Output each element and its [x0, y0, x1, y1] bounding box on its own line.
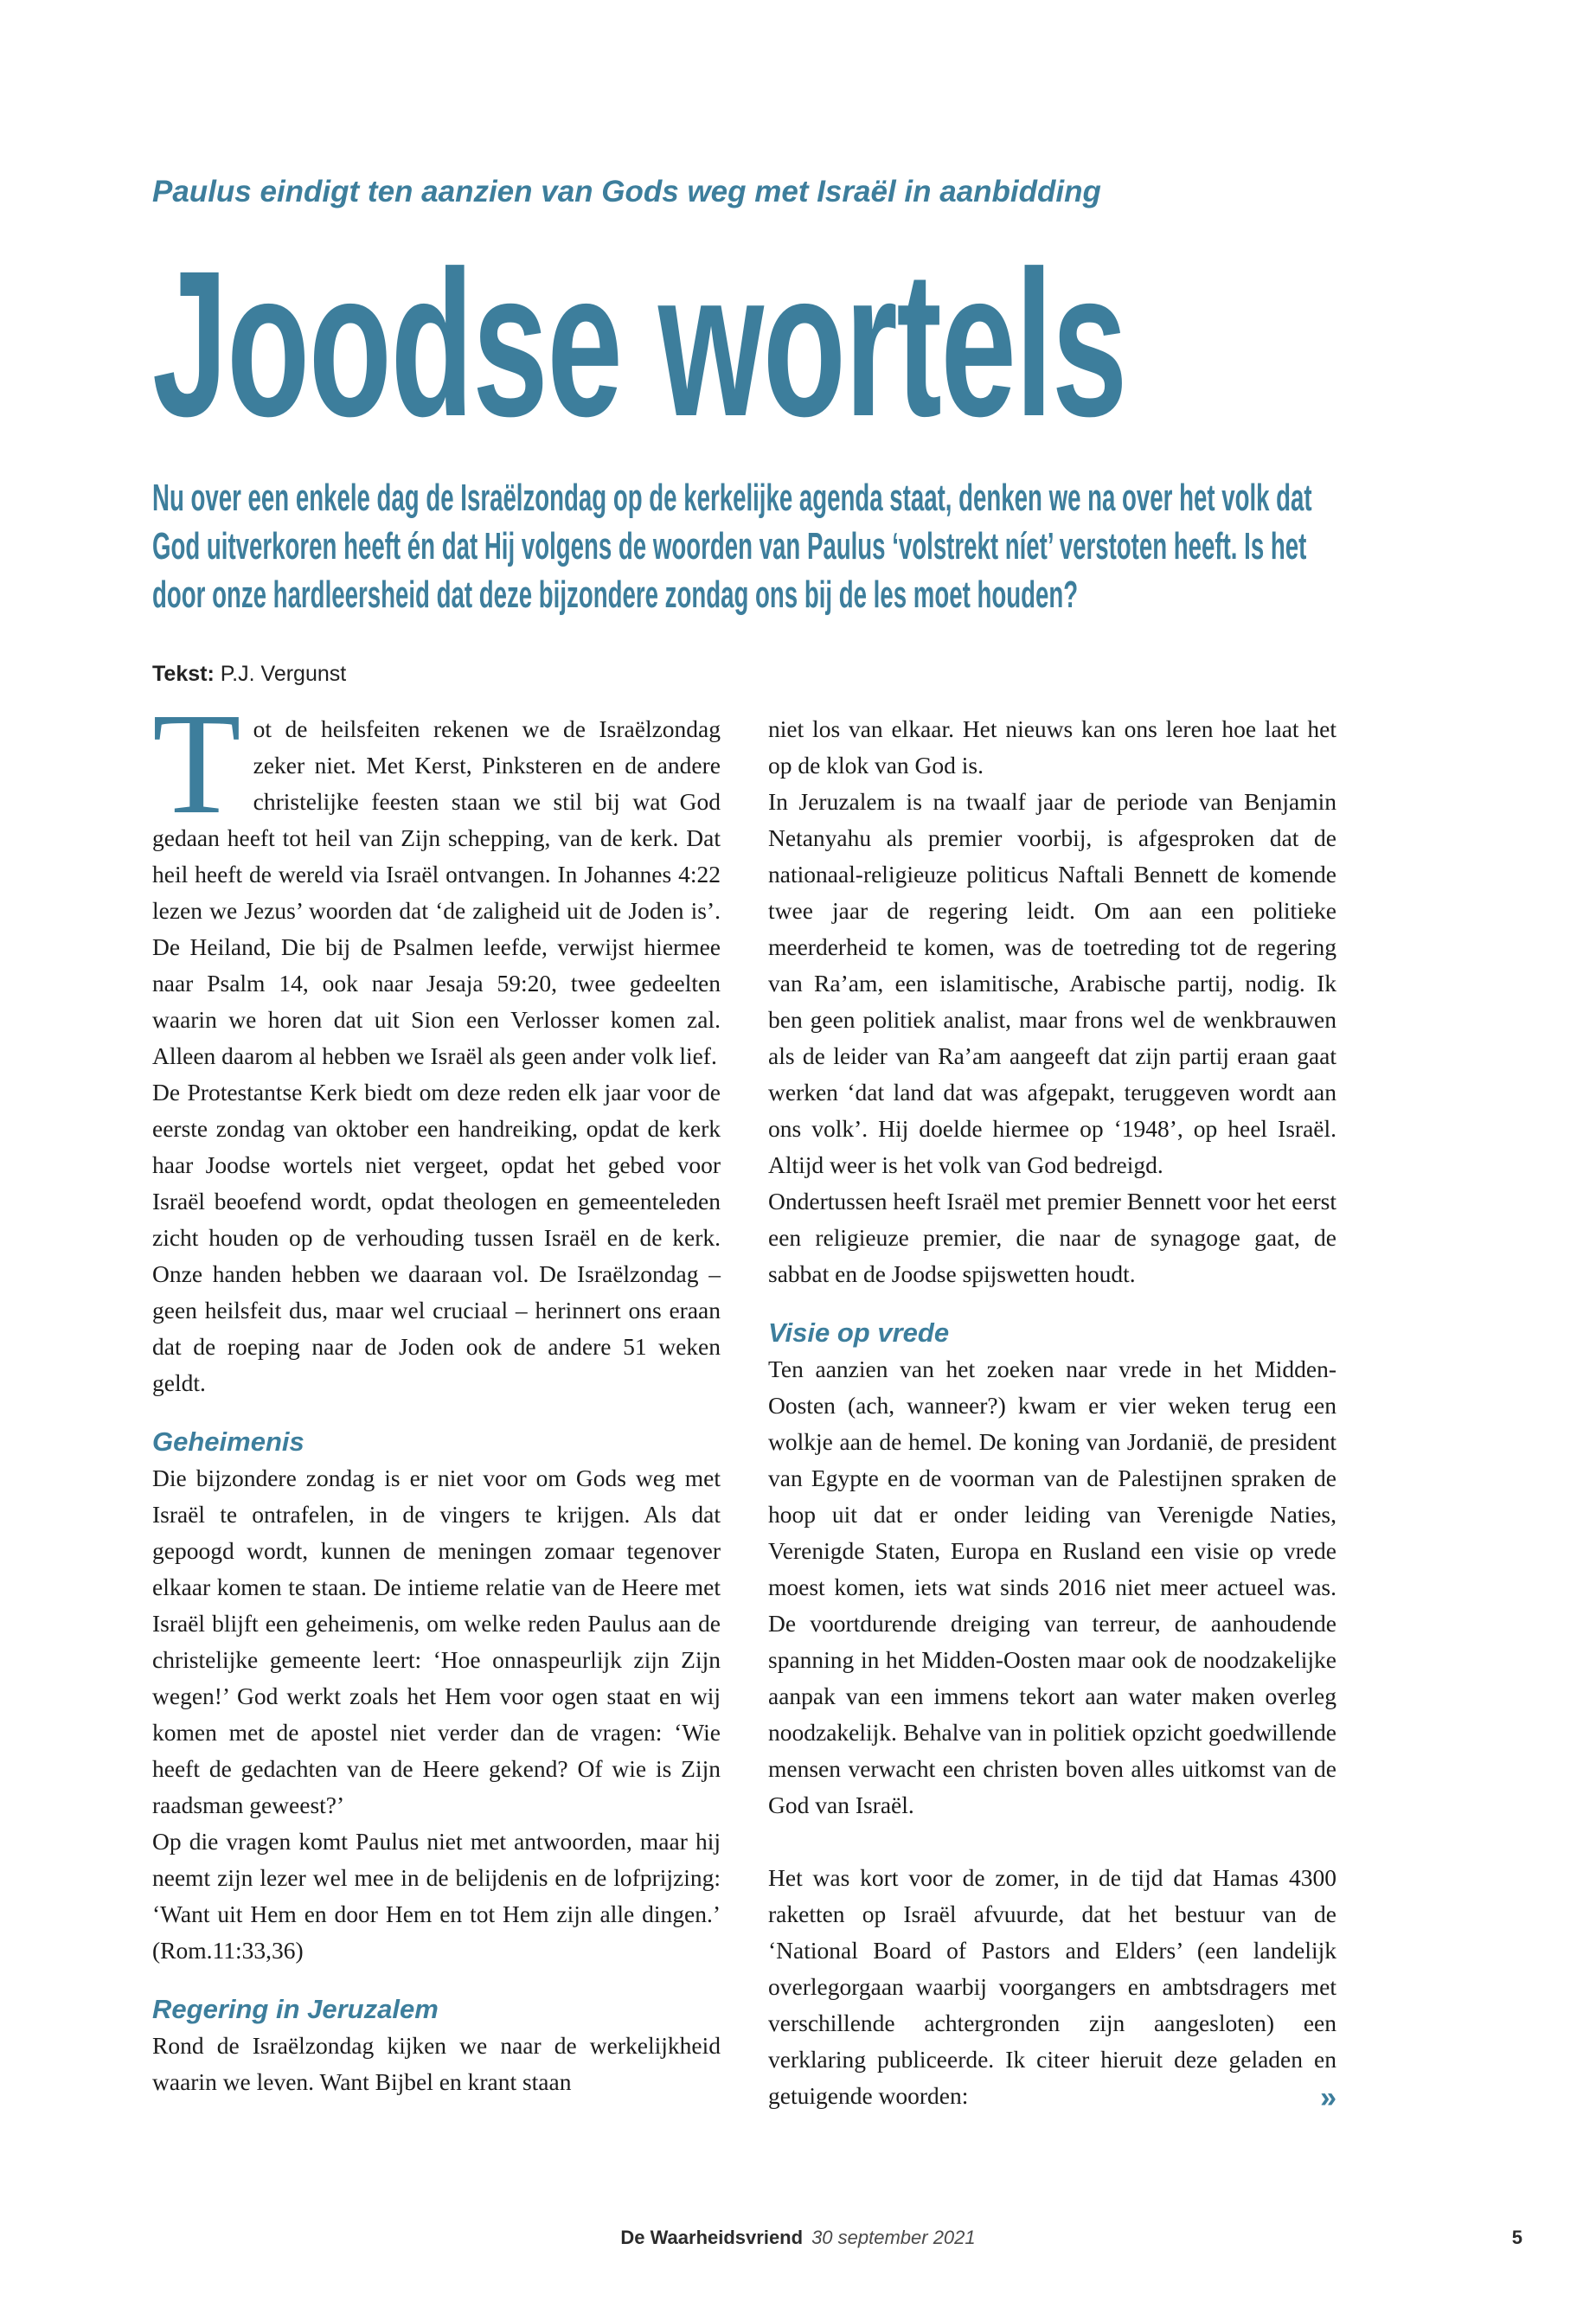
section-heading: Regering in Jeruzalem [152, 1994, 439, 2024]
page-number: 5 [1511, 2227, 1522, 2248]
byline [152, 661, 1336, 687]
article-paragraph: Het was kort voor de zomer, in de tijd dat Hamas 4300 raketten op Israël afvuurde, dat het bestuur van de ‘National Board of Pastors and Elders’ (een landelijk overlegorgaan waarbij voorgangers en ambtsdragers met verschillende achtergronden zijn aangesloten) een verklaring publiceerde. Ik citeer hieruit deze geladen en getuigende woorden: » [768, 1864, 1336, 2114]
left-column [152, 683, 721, 2100]
article-paragraph: Die bijzondere zondag is er niet voor om Gods weg met Israël te ontrafelen, in de vingers te krijgen. Als dat gepoogd wordt, kunnen de meningen zomaar tegenover elkaar komen te staan. De intieme relatie van de Heere met Israël blijft een geheimenis, om welke reden Paulus aan de christelijke gemeente leert: ‘Hoe onnaspeurlijk zijn Zijn wegen!’ God werkt zoals het Hem voor ogen staat en wij komen met de apostel niet verder dan de vragen: ‘Wie heeft de gedachten van de Heere gekend? Of wie is Zijn raadsman geweest?’ [152, 1465, 721, 1818]
section-heading: Visie op vrede [768, 1317, 950, 1348]
magazine-name: De Waarheidsvriend [620, 2227, 804, 2248]
article-paragraph: In Jeruzalem is na twaalf jaar de periode van Benjamin Netanyahu als premier voorbij, is afgesproken dat de nationaal-religieuze politicus Naftali Bennett de komende twee jaar de regering leidt. Om aan een politieke meerderheid te komen, was de toetreding tot de regering van Ra’am, een islamitische, Arabische partij, nodig. Ik ben geen politiek analist, maar frons wel de wenkbrauwen als de leider van Ra’am aangeeft dat zijn partij eraan gaat werken ‘dat land dat was afgepakt, teruggeven wordt aan ons volk’. Hij doelde hiermee op ‘1948’, op heel Israël. Altijd weer is het volk van God bedreigd. [768, 788, 1336, 1178]
article-paragraph: De Protestantse Kerk biedt om deze reden elk jaar voor de eerste zondag van oktober een handreiking, opdat de kerk haar Joodse wortels niet vergeet, opdat het gebed voor Israël beoefend wordt, opdat theologen en gemeenteleden zicht houden op de verhouding tussen Israël en de kerk. Onze handen hebben we daaraan vol. De Israëlzondag – geen heilsfeit dus, maar wel cruciaal – herinnert ons eraan dat de roeping naar de Joden ook de andere 51 weken geldt. [152, 1079, 721, 1396]
footer-center [0, 2225, 1596, 2251]
section-heading: Geheimenis [152, 1426, 304, 1457]
article-title [152, 228, 1336, 459]
dropcap-letter: T [152, 683, 241, 844]
article-paragraph: Op die vragen komt Paulus niet met antwoorden, maar hij neemt zijn lezer wel mee in de belijdenis en de lofprijzing: ‘Want uit Hem en door Hem en tot Hem zijn alle dingen.’ (Rom.11:33,36) [152, 1828, 721, 1964]
intro-standfirst: Nu over een enkele dag de Israëlzondag op de kerkelijke agenda staat, denken we na over het volk dat God uitverkoren heeft én dat Hij volgens de woorden van Paulus ‘volstrekt níet’ verstoten heeft. Is het door onze hardleersheid dat deze bijzondere zondag ons bij de les moet houden? [152, 477, 1312, 616]
byline-label: Tekst: [152, 662, 215, 686]
article-paragraph: Tot de heilsfeiten rekenen we de Israëlzondag zeker niet. Met Kerst, Pinksteren en de andere christelijke feesten staan we stil bij wat God gedaan heeft tot heil van Zijn schepping, van de kerk. Dat heil heeft de wereld via Israël ontvangen. In Johannes 4:22 lezen we Jezus’ woorden dat ‘de zaligheid uit de Joden is’. De Heiland, Die bij de Psalmen leefde, verwijst hiermee naar Psalm 14, ook naar Jesaja 59:20, twee gedeelten waarin we horen dat uit Sion een Verlosser komen zal. Alleen daarom al hebben we Israël als geen ander volk lief. [152, 683, 721, 1069]
article-body [152, 683, 1336, 2114]
article-paragraph: Ondertussen heeft Israël met premier Bennett voor het eerst een religieuze premier, die naar de synagoge gaat, de sabbat en de Joodse spijswetten houdt. [768, 1188, 1336, 1287]
article-paragraph: Ten aanzien van het zoeken naar vrede in het Midden-Oosten (ach, wanneer?) kwam er vier weken terug een wolkje aan de hemel. De koning van Jordanië, de president van Egypte en de voorman van de Palestijnen spraken de hoop uit dat er onder leiding van Verenigde Naties, Verenigde Staten, Europa en Rusland een visie op vrede moest komen, iets wat sinds 2016 niet meer actueel was. De voortdurende dreiging van terreur, de aanhoudende spanning in het Midden-Oosten maar ook de noodzakelijke aanpak van een immens tekort aan water maken overleg noodzakelijk. Behalve van in politiek opzicht goedwillende mensen verwacht een christen boven alles uitkomst van de God van Israël. [768, 1356, 1336, 1818]
article-title-text: Joodse wortels [152, 228, 1127, 459]
byline-author-name: P.J. Vergunst [220, 662, 347, 686]
article-paragraph: niet los van elkaar. Het nieuws kan ons leren hoe laat het op de klok van God is. [768, 715, 1336, 779]
article-paragraph: Rond de Israëlzondag kijken we naar de werkelijkheid waarin we leven. Want Bijbel en krant staan [152, 2032, 721, 2095]
issue-date: 30 september 2021 [811, 2227, 976, 2248]
page-footer [0, 2225, 1596, 2251]
continuation-arrow-icon: » [1320, 2081, 1336, 2114]
right-column [768, 711, 1336, 2114]
kicker-line: Paulus eindigt ten aanzien van Gods weg met Israël in aanbidding [152, 175, 1101, 208]
